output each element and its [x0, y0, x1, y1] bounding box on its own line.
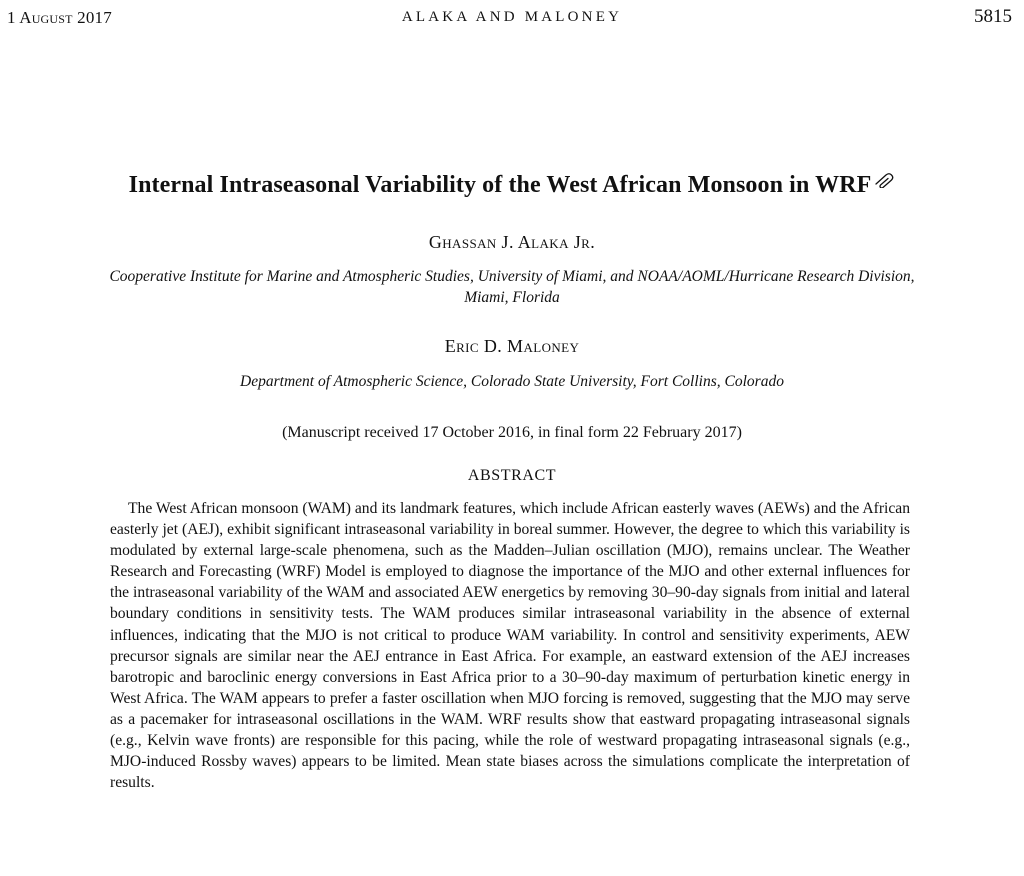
- abstract-heading: ABSTRACT: [467, 467, 557, 484]
- title-block: [0, 172, 1024, 199]
- issue-date: 1 August 2017: [7, 8, 112, 27]
- author-affiliation: Department of Atmospheric Science, Colorado State University, Fort Collins, Colorado: [240, 373, 784, 390]
- manuscript-dates: (Manuscript received 17 October 2016, in final form 22 February 2017): [282, 424, 742, 441]
- running-head-authors: ALAKA AND MALONEY: [401, 9, 623, 25]
- abstract-text: The West African monsoon (WAM) and its landmark features, which include African easterly waves (AEWs) and the African easterly jet (AEJ), exhibit significant intraseasonal variability in boreal summer. However, the degree to which this variability is modulated by external large-scale phenomena, such as the Madden–Julian oscillation (MJO), remains unclear. The Weather Research and Forecasting (WRF) Model is employed to diagnose the importance of the MJO and other external influences for the intraseasonal variability of the WAM and associated AEW energetics by removing 30–90-day signals from initial and lateral boundary conditions in sensitivity tests. The WAM produces similar intraseasonal variability in the absence of external influences, indicating that the MJO is not critical to produce WAM variability. In control and sensitivity experiments, AEW precursor signals are similar near the AEJ entrance in East Africa. For example, an eastward extension of the AEJ increases barotropic and baroclinic energy conversions in East Africa prior to a 30–90-day maximum of perturbation kinetic energy in West Africa. The WAM appears to prefer a faster oscillation when MJO forcing is removed, suggesting that the MJO may serve as a pacemaker for intraseasonal oscillations in the WAM. WRF results show that eastward propagating intraseasonal signals (e.g., Kelvin wave fronts) are responsible for this pacing, while the role of westward propagating intraseasonal signals (e.g., MJO-induced Rossby waves) appears to be limited. Mean state biases across the simulations complicate the interpretation of results.: [110, 500, 910, 792]
- author-name: Ghassan J. Alaka Jr.: [428, 232, 596, 252]
- author-name: Eric D. Maloney: [444, 336, 580, 356]
- paperclip-icon[interactable]: [873, 172, 895, 193]
- article-title: Internal Intraseasonal Variability of the West African Monsoon in WRF: [128, 172, 872, 198]
- running-head: [0, 6, 1024, 32]
- page-number: 5815: [974, 6, 1012, 27]
- author-affiliation: Cooperative Institute for Marine and Atmospheric Studies, University of Miami, and NOAA/AOML/Hurricane Research Division, Miami, Florida: [109, 268, 915, 306]
